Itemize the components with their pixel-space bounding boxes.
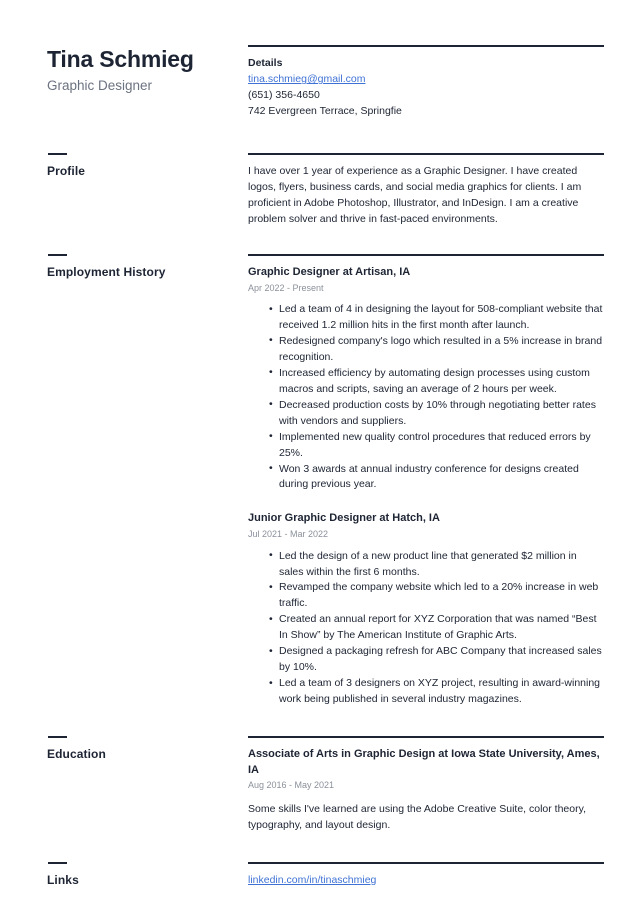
bullet-item: • Led a team of 4 in designing the layout for 508-compliant website that received 1.2 million hits in the first month after launch.: [269, 302, 604, 334]
details-divider: [248, 45, 604, 47]
employment-dash-icon: [48, 254, 67, 256]
linkedin-link[interactable]: linkedin.com/in/tinaschmieg: [248, 873, 377, 886]
education-divider: [248, 736, 604, 738]
profile-label: Profile: [47, 164, 86, 179]
candidate-name: Tina Schmieg: [47, 46, 194, 72]
profile-label-block: [47, 153, 248, 178]
links-divider: [248, 862, 604, 864]
profile-divider: [248, 153, 604, 155]
bullet-item: • Won 3 awards at annual industry conference for designs created during previous year.: [269, 462, 604, 494]
links-label-block: [47, 862, 248, 887]
detail-email-row: [248, 72, 604, 88]
link-row: [248, 873, 604, 889]
employment-content: [248, 254, 604, 708]
education-label: Education: [47, 747, 106, 762]
resume-header: [47, 45, 604, 120]
detail-address: 742 Evergreen Terrace, Springfie: [248, 105, 402, 118]
links-content: [248, 862, 604, 889]
employment-label-block: [47, 254, 248, 279]
bullet-item: • Designed a packaging refresh for ABC Company that increased sales by 10%.: [269, 644, 604, 676]
bullet-item: • Created an annual report for XYZ Corporation that was named “Best In Show” by The American Institute of Graphic Arts.: [269, 612, 604, 644]
education-entry-description: Some skills I've learned are using the Adobe Creative Suite, color theory, typography, and layout design.: [248, 802, 586, 831]
education-content: [248, 736, 604, 834]
employment-entry-title: Graphic Designer at Artisan, IA: [248, 265, 411, 278]
employment-divider: [248, 254, 604, 256]
bullet-item: • Led a team of 3 designers on XYZ project, resulting in award-winning work being published in several industry magazines.: [269, 676, 604, 708]
bullet-item: • Increased efficiency by automating design processes using custom macros and scripts, saving an average of 2 hours per week.: [269, 366, 604, 398]
profile-section: [47, 153, 604, 228]
profile-content: [248, 153, 604, 228]
education-entry-title: Associate of Arts in Graphic Design at Iowa State University, Ames, IA: [248, 748, 600, 776]
employment-entry-bullets: [248, 302, 604, 493]
education-section: [47, 736, 604, 834]
details-heading: Details: [248, 57, 283, 69]
employment-label: Employment History: [47, 264, 166, 279]
links-dash-icon: [48, 862, 67, 864]
education-entry: [248, 747, 604, 834]
education-label-block: [47, 736, 248, 761]
profile-text: I have over 1 year of experience as a Graphic Designer. I have created logos, flyers, business cards, and social media graphics for clients. I am proficient in Adobe Photoshop, Illustrator, and InDesign. I am a creative problem solver and thrive in fast-paced environments.: [248, 165, 582, 225]
employment-entry: [248, 265, 604, 494]
employment-section: [47, 254, 604, 708]
detail-phone: (651) 356-4650: [248, 89, 320, 102]
bullet-item: • Redesigned company's logo which resulted in a 5% increase in brand recognition.: [269, 334, 604, 366]
details-section: [248, 45, 604, 120]
employment-entry-title: Junior Graphic Designer at Hatch, IA: [248, 512, 440, 525]
employment-entry-bullets: [248, 549, 604, 709]
education-dash-icon: [48, 736, 67, 738]
profile-dash-icon: [48, 153, 67, 155]
email-link[interactable]: tina.schmieg@gmail.com: [248, 73, 366, 86]
candidate-job-title: Graphic Designer: [47, 77, 153, 93]
bullet-item: • Implemented new quality control procedures that reduced errors by 25%.: [269, 430, 604, 462]
education-entry-date: Aug 2016 - May 2021: [248, 780, 335, 791]
links-section: [47, 862, 604, 889]
bullet-item: • Led the design of a new product line that generated $2 million in sales within the first 6 months.: [269, 549, 604, 581]
employment-entry-date: Apr 2022 - Present: [248, 282, 324, 293]
employment-entry-date: Jul 2021 - Mar 2022: [248, 529, 329, 540]
bullet-item: • Revamped the company website which led to a 20% increase in web traffic.: [269, 580, 604, 612]
header-identity: [47, 45, 248, 94]
bullet-item: • Decreased production costs by 10% through negotiating better rates with vendors and suppliers.: [269, 398, 604, 430]
employment-entry: [248, 511, 604, 708]
links-label: Links: [47, 872, 79, 887]
